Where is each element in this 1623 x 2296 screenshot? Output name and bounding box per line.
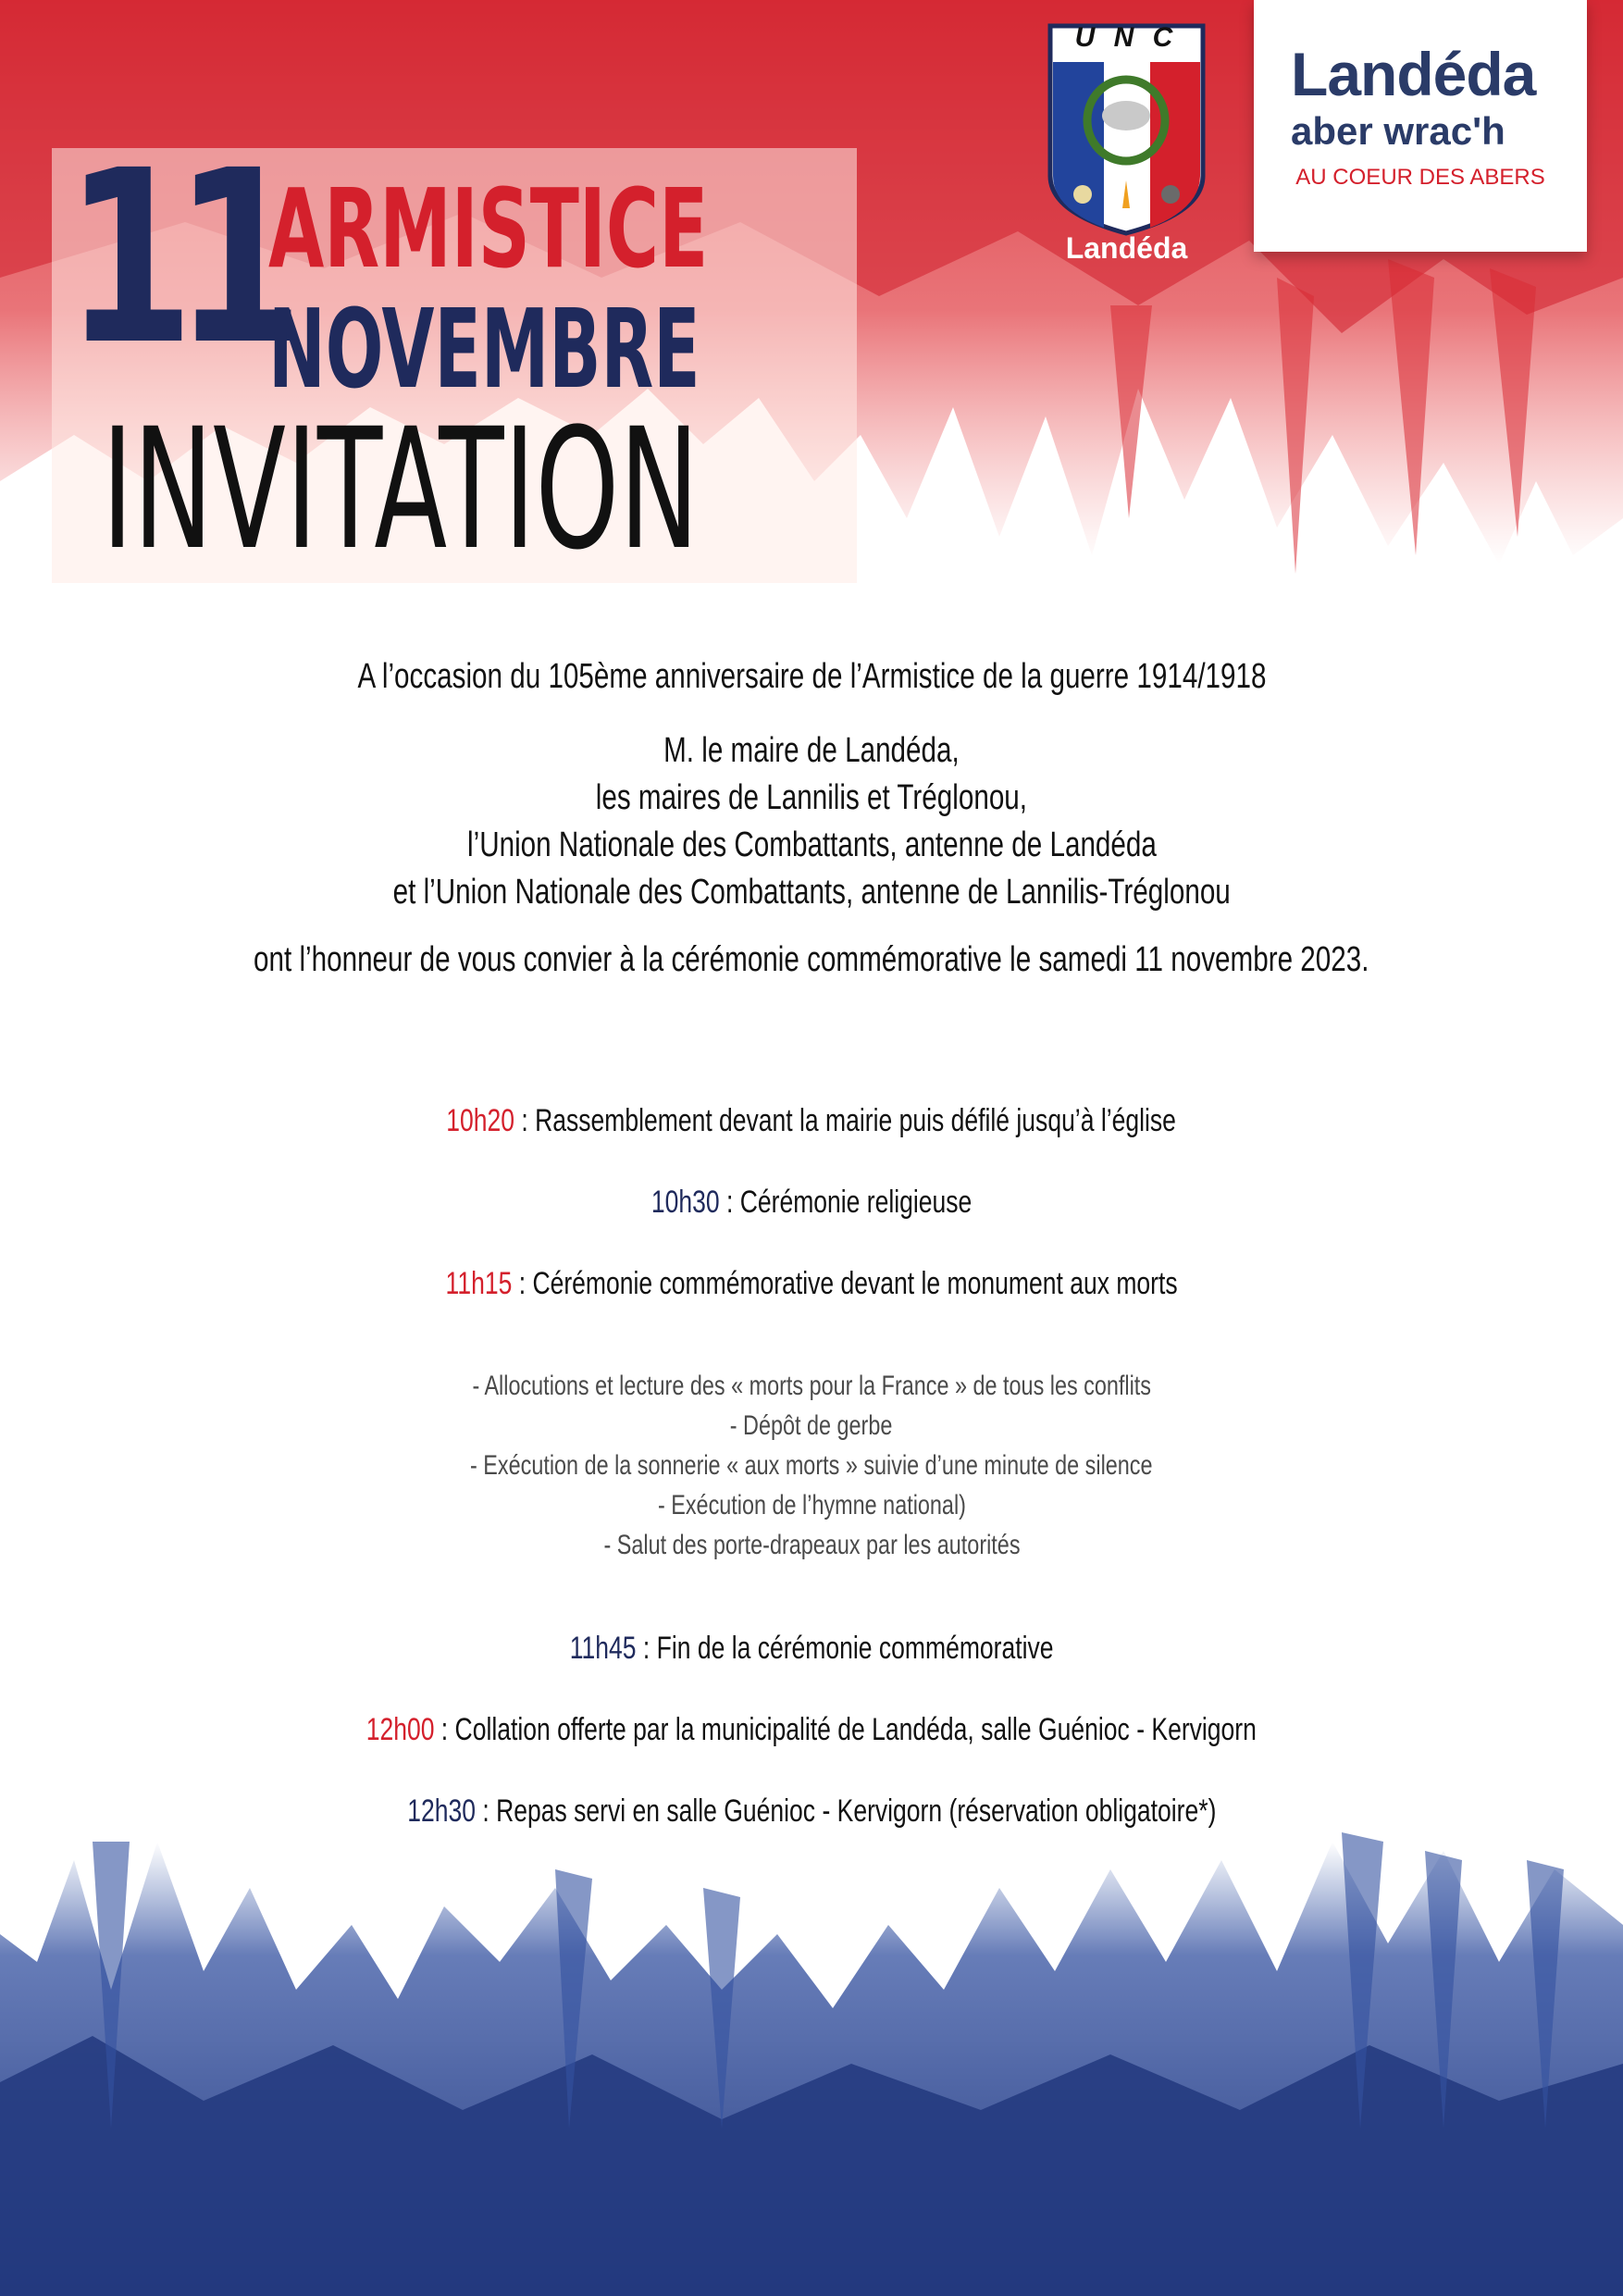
ceremony-item: - Exécution de la sonnerie « aux morts » suivie d’une minute de silence xyxy=(470,1450,1153,1481)
schedule-item xyxy=(0,1185,1623,1221)
ceremony-item: - Salut des porte-drapeaux par les autorités xyxy=(602,1530,1021,1560)
ceremony-item: - Dépôt de gerbe xyxy=(730,1410,893,1441)
landeda-logo-name: Landéda xyxy=(1291,40,1536,108)
schedule-time: 10h30 xyxy=(650,1185,720,1220)
invitation-sentence: ont l’honneur de vous convier à la cérémonie commémorative le samedi 11 novembre 2023. xyxy=(254,940,1369,979)
schedule-item xyxy=(0,1631,1623,1667)
title-novembre: NOVEMBRE xyxy=(268,285,700,413)
title-invitation: INVITATION xyxy=(102,393,700,587)
ceremony-item: - Allocutions et lecture des « morts pour la France » de tous les conflits xyxy=(472,1371,1151,1401)
intro-line: A l’occasion du 105ème anniversaire de l’Armistice de la guerre 1914/1918 xyxy=(356,657,1266,696)
hosts-line-3: l’Union Nationale des Combattants, antenne de Landéda xyxy=(466,825,1157,864)
schedule-text: : Fin de la cérémonie commémorative xyxy=(636,1631,1054,1666)
title-day: 11 xyxy=(65,119,284,397)
schedule-text: : Rassemblement devant la mairie puis défilé jusqu’à l’église xyxy=(514,1103,1177,1138)
schedule-item xyxy=(0,1793,1623,1830)
schedule-time: 10h20 xyxy=(446,1103,515,1138)
schedule-text: : Cérémonie commémorative devant le monument aux morts xyxy=(512,1266,1178,1301)
schedule-text: : Cérémonie religieuse xyxy=(719,1185,973,1220)
landeda-logo xyxy=(1254,0,1587,252)
unc-caption: Landéda xyxy=(1065,231,1188,265)
schedule-item xyxy=(0,1266,1623,1302)
schedule-text: : Collation offerte par la municipalité de Landéda, salle Guénioc - Kervigorn xyxy=(434,1712,1258,1747)
schedule-time: 12h00 xyxy=(365,1712,435,1747)
schedule-time: 11h15 xyxy=(445,1266,513,1301)
unc-letters: U N C xyxy=(1074,22,1179,53)
schedule-item xyxy=(0,1103,1623,1139)
schedule-item xyxy=(0,1712,1623,1748)
hosts-line-4: et l’Union Nationale des Combattants, antenne de Lannilis-Tréglonou xyxy=(392,873,1231,912)
landeda-logo-subtitle: aber wrac'h xyxy=(1291,109,1505,153)
schedule-time: 11h45 xyxy=(569,1631,637,1666)
ceremony-item: - Exécution de l’hymne national) xyxy=(657,1490,966,1520)
landeda-logo-tagline: AU COEUR DES ABERS xyxy=(1295,165,1545,190)
title-armistice: ARMISTICE xyxy=(268,165,709,292)
schedule-time: 12h30 xyxy=(406,1793,476,1829)
schedule-text: : Repas servi en salle Guénioc - Kervigorn (réservation obligatoire*) xyxy=(475,1793,1217,1829)
hosts-line-1: M. le maire de Landéda, xyxy=(663,731,960,770)
hosts-line-2: les maires de Lannilis et Tréglonou, xyxy=(595,778,1028,817)
